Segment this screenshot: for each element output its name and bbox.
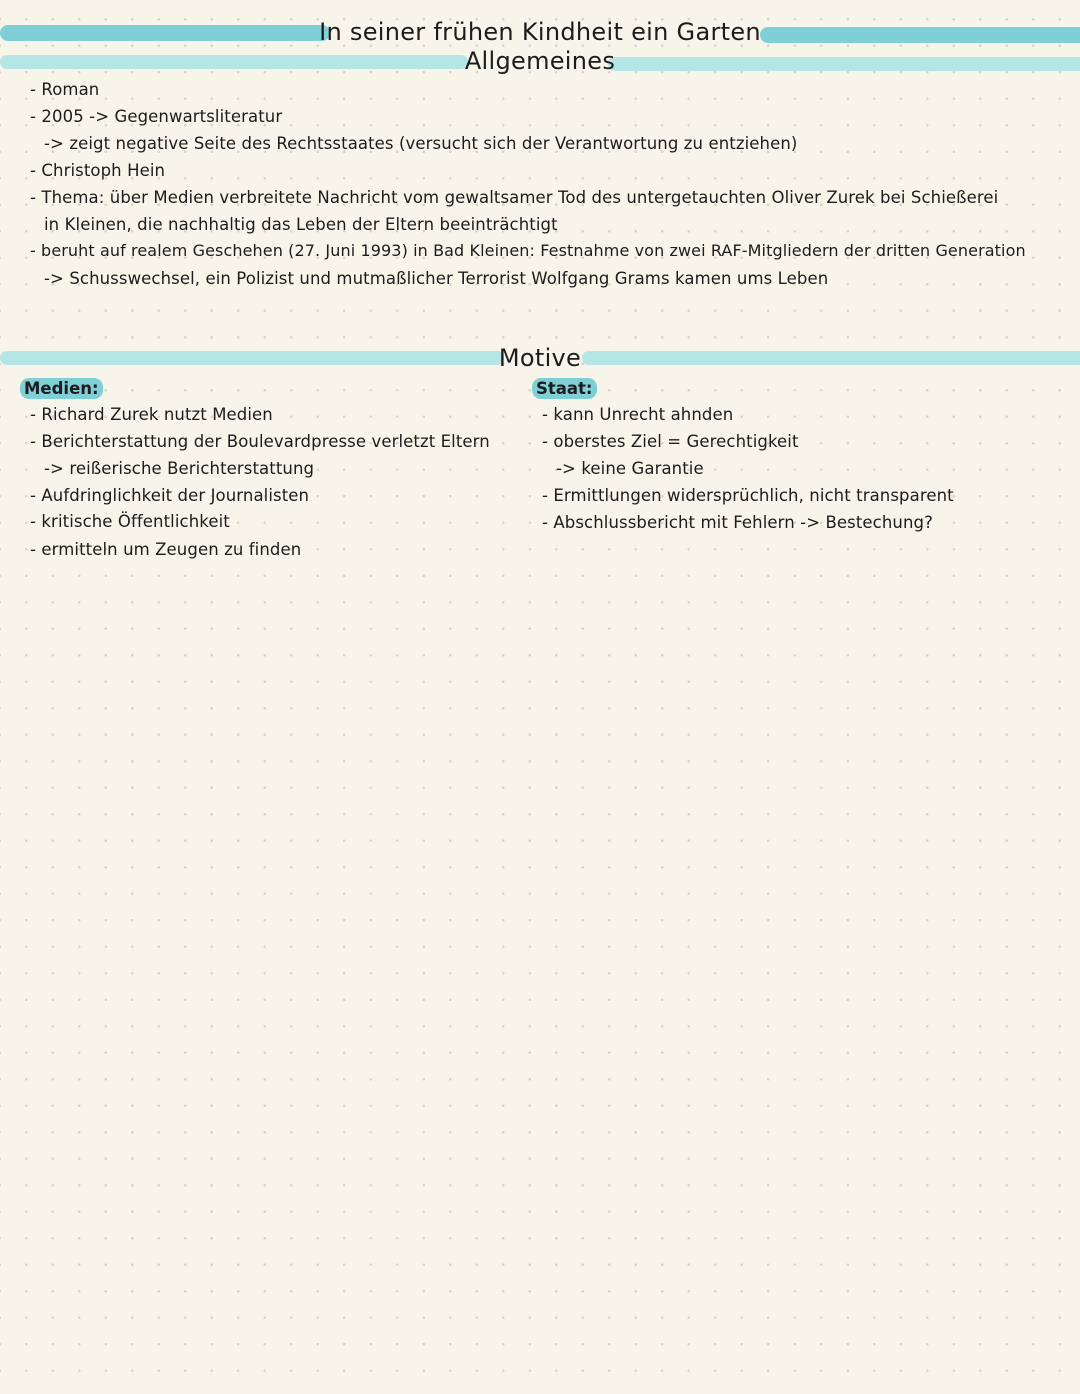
list-item: -> reißerische Berichterstattung — [44, 459, 315, 478]
list-item: in Kleinen, die nachhaltig das Leben der Eltern beeinträchtigt — [44, 215, 558, 234]
list-item: - ermitteln um Zeugen zu finden — [30, 540, 302, 559]
label-staat: Staat: — [532, 378, 597, 399]
list-item: - Berichterstattung der Boulevardpresse verletzt Eltern — [30, 432, 490, 451]
section-banner-allgemeines — [0, 47, 1080, 80]
list-item: - Ermittlungen widersprüchlich, nicht transparent — [542, 486, 954, 505]
section-heading-motive: Motive — [498, 344, 582, 372]
list-item: -> zeigt negative Seite des Rechtsstaates (versucht sich der Verantwortung zu entziehen) — [44, 134, 798, 153]
list-item: - Aufdringlichkeit der Journalisten — [30, 486, 310, 505]
label-medien: Medien: — [20, 378, 103, 399]
list-item: - Christoph Hein — [30, 161, 166, 180]
list-item: -> Schusswechsel, ein Polizist und mutmaßlicher Terrorist Wolfgang Grams kamen ums Leben — [44, 269, 829, 288]
list-item: - oberstes Ziel = Gerechtigkeit — [542, 432, 799, 451]
title-banner — [0, 20, 1080, 50]
list-item: - Roman — [30, 80, 100, 99]
list-item: -> keine Garantie — [556, 459, 704, 478]
list-item: - beruht auf realem Geschehen (27. Juni 1993) in Bad Kleinen: Festnahme von zwei RAF-Mitgliedern der dritten Generation — [30, 241, 1026, 260]
page-title: In seiner frühen Kindheit ein Garten — [319, 18, 761, 46]
list-item: - kritische Öffentlichkeit — [30, 512, 230, 531]
list-item: - Richard Zurek nutzt Medien — [30, 405, 273, 424]
list-item: - Abschlussbericht mit Fehlern -> Bestechung? — [542, 513, 933, 532]
section-heading-allgemeines: Allgemeines — [464, 47, 616, 75]
list-item: - Thema: über Medien verbreitete Nachricht vom gewaltsamer Tod des untergetauchten Oliver Zurek bei Schießerei — [30, 188, 999, 207]
list-item: - 2005 -> Gegenwartsliteratur — [30, 107, 283, 126]
list-item: - kann Unrecht ahnden — [542, 405, 734, 424]
section-banner-motive — [0, 344, 1080, 377]
